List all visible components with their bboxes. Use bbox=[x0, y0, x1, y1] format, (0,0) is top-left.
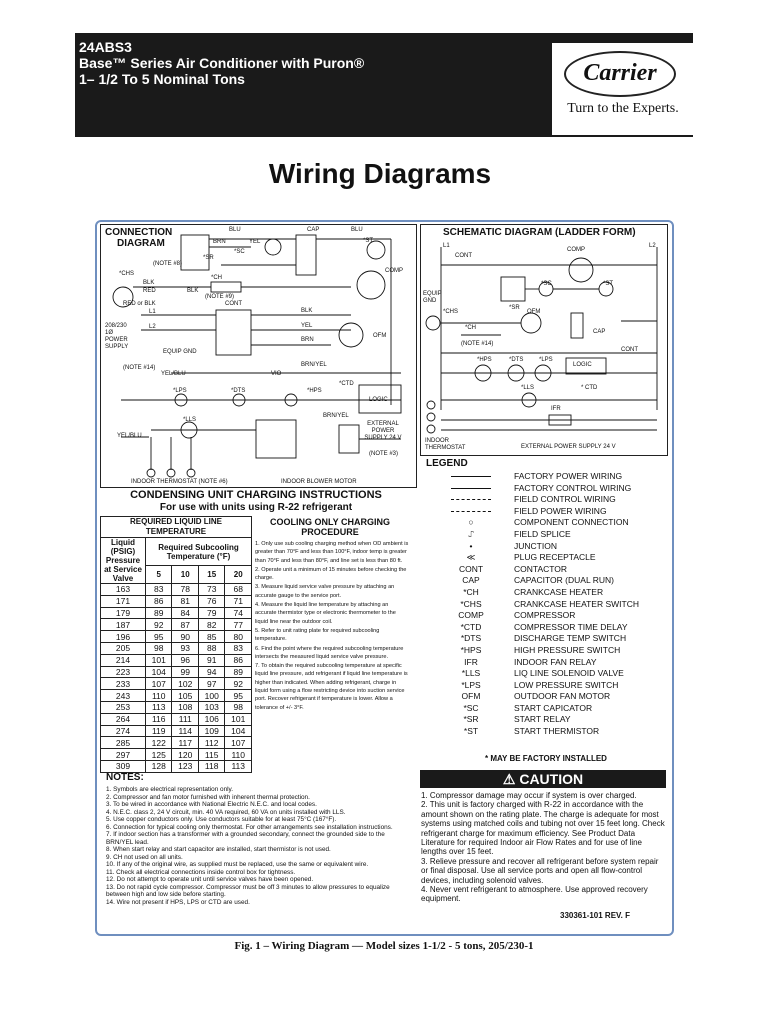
temperature-cell: 116 bbox=[146, 713, 172, 725]
schem-sc: *SC bbox=[541, 281, 552, 287]
table-row bbox=[101, 584, 252, 596]
temperature-cell: 94 bbox=[198, 666, 224, 678]
l2-label: L2 bbox=[149, 324, 156, 330]
temperature-cell: 73 bbox=[198, 584, 224, 596]
legend-description: FACTORY POWER WIRING bbox=[514, 471, 623, 481]
temperature-cell: 104 bbox=[225, 725, 252, 737]
temperature-cell: 90 bbox=[172, 631, 198, 643]
pressure-cell: 196 bbox=[101, 631, 146, 643]
tonnage: 1– 1/2 To 5 Nominal Tons bbox=[79, 71, 245, 87]
connection-title-2: DIAGRAM bbox=[117, 238, 165, 249]
dts-label: *DTS bbox=[231, 388, 246, 394]
page-title: Wiring Diagrams bbox=[268, 158, 492, 189]
legend-list bbox=[426, 471, 666, 738]
temperature-cell: 114 bbox=[172, 725, 198, 737]
table-row bbox=[101, 631, 252, 643]
schem-cont: CONT bbox=[455, 253, 472, 259]
legend-row bbox=[426, 703, 666, 715]
lls-label: *LLS bbox=[183, 417, 197, 423]
revision-number: 330361-101 REV. F bbox=[560, 911, 630, 920]
charging-subtitle: For use with units using R-22 refrigerant bbox=[159, 502, 353, 513]
model-number: 24ABS3 bbox=[79, 39, 132, 55]
l1-label: L1 bbox=[149, 309, 156, 315]
schem-sr: *SR bbox=[509, 305, 520, 311]
col-subcool-header: Required Subcooling Temperature (°F) bbox=[146, 538, 252, 566]
legend-symbol: ○ bbox=[468, 517, 474, 528]
temperature-cell: 117 bbox=[172, 737, 198, 749]
legend-symbol: *LLS bbox=[461, 668, 481, 679]
temperature-cell: 118 bbox=[198, 760, 224, 772]
temperature-cell: 112 bbox=[198, 737, 224, 749]
brand-block bbox=[552, 43, 693, 135]
cont-label: CONT bbox=[225, 301, 242, 307]
temperature-cell: 122 bbox=[146, 737, 172, 749]
procedure-step: 4. Measure the liquid line temperature by attaching an accurate thermistor type or electronic thermometer to the liquid line near the outdoor coil. bbox=[255, 602, 396, 625]
legend-symbol: CONT bbox=[458, 563, 484, 574]
temperature-cell: 107 bbox=[146, 678, 172, 690]
legend-symbol: *CTD bbox=[460, 621, 482, 632]
temperature-cell: 128 bbox=[146, 760, 172, 772]
legend-symbol bbox=[426, 494, 516, 506]
temperature-cell: 74 bbox=[225, 607, 252, 619]
note-item: 9. CH not used on all units. bbox=[106, 853, 183, 861]
legend-description: DISCHARGE TEMP SWITCH bbox=[514, 633, 627, 644]
temperature-cell: 106 bbox=[198, 713, 224, 725]
legend-symbol: *CH bbox=[463, 586, 479, 597]
temperature-cell: 101 bbox=[225, 713, 252, 725]
legend-row bbox=[426, 645, 666, 657]
legend-symbol: *SR bbox=[463, 714, 479, 725]
caution-list bbox=[421, 791, 665, 904]
legend-title: LEGEND bbox=[426, 458, 468, 469]
note14-label: (NOTE #14) bbox=[123, 365, 156, 371]
temperature-cell: 93 bbox=[172, 642, 198, 654]
temperature-cell: 125 bbox=[146, 749, 172, 761]
note-item: 1. Symbols are electrical representation only. bbox=[106, 786, 234, 793]
ofm-label: OFM bbox=[373, 333, 387, 339]
procedure-steps bbox=[255, 540, 410, 713]
temperature-cell: 86 bbox=[225, 654, 252, 666]
product-line: Base™ Series Air Conditioner with Puron® bbox=[79, 55, 365, 71]
temperature-cell: 83 bbox=[225, 642, 252, 654]
table-row bbox=[101, 595, 252, 607]
note-item: 8. When start relay and start capacitor are installed, start thermistor is not used. bbox=[106, 846, 331, 853]
factory-note: * MAY BE FACTORY INSTALLED bbox=[485, 754, 607, 763]
note-item: 14. Wire not present if HPS, LPS or CTD are used. bbox=[106, 898, 250, 906]
wire-label-brn: BRN bbox=[213, 239, 226, 245]
schem-equip-gnd: EQUIP GND bbox=[423, 291, 442, 304]
temperature-cell: 81 bbox=[172, 595, 198, 607]
legend-symbol: *DTS bbox=[460, 633, 482, 644]
st-label: *ST bbox=[363, 238, 374, 244]
legend-row bbox=[426, 529, 666, 541]
temperature-cell: 113 bbox=[225, 760, 252, 772]
wire-label-blk: BLK bbox=[143, 280, 155, 286]
legend-row bbox=[426, 517, 666, 529]
table-row bbox=[101, 701, 252, 713]
pressure-cell: 163 bbox=[101, 584, 146, 596]
table-row bbox=[101, 607, 252, 619]
legend-row bbox=[426, 494, 666, 506]
legend-symbol: *LPS bbox=[461, 679, 481, 690]
wire-label-yel: YEL bbox=[249, 239, 261, 245]
note-item: 11. Check all electrical connections inside control box for tightness. bbox=[106, 868, 296, 876]
chs-label: *CHS bbox=[119, 271, 135, 277]
schem-note14: (NOTE #14) bbox=[461, 341, 494, 347]
temperature-cell: 86 bbox=[146, 595, 172, 607]
ch-label: *CH bbox=[211, 275, 223, 281]
caution-item: 4. Never vent refrigerant to atmosphere. Use approved recovery equipment. bbox=[421, 885, 648, 904]
legend-row bbox=[426, 599, 666, 611]
table-row bbox=[101, 654, 252, 666]
legend-symbol: *SC bbox=[463, 702, 479, 713]
indoor-thermostat-label: INDOOR THERMOSTAT (NOTE #6) bbox=[131, 479, 228, 485]
legend-description: JUNCTION bbox=[514, 540, 557, 551]
temperature-cell: 79 bbox=[198, 607, 224, 619]
schem-comp: COMP bbox=[567, 247, 585, 253]
legend-row bbox=[426, 726, 666, 738]
temperature-cell: 111 bbox=[172, 713, 198, 725]
caution-item: 1. Compressor damage may occur if system is over charged. bbox=[421, 791, 637, 800]
schem-logic: LOGIC bbox=[573, 362, 592, 368]
note-item: 7. If indoor section has a transformer with a grounded secondary, connect the grounded side to the BRN/YEL lead. bbox=[106, 831, 385, 846]
connection-title-1: CONNECTION bbox=[105, 227, 173, 238]
temperature-cell: 85 bbox=[198, 631, 224, 643]
table-row bbox=[101, 725, 252, 737]
pressure-cell: 171 bbox=[101, 595, 146, 607]
schem-ifr: IFR bbox=[551, 406, 561, 412]
temp-header: 5 bbox=[146, 566, 172, 584]
table-row bbox=[101, 760, 252, 772]
temperature-cell: 110 bbox=[146, 690, 172, 702]
procedure-step: 5. Refer to unit rating plate for required subcooling temperature. bbox=[255, 627, 380, 643]
legend-row bbox=[426, 714, 666, 726]
temperature-cell: 82 bbox=[198, 619, 224, 631]
note-item: 5. Use copper conductors only. Use conductors suitable for at least 75°C (167°F). bbox=[106, 816, 337, 823]
schem-cont-2: CONT bbox=[621, 347, 638, 353]
temperature-cell: 110 bbox=[225, 749, 252, 761]
legend-description: FACTORY CONTROL WIRING bbox=[514, 482, 632, 493]
procedure-step: 7. To obtain the required subcooling temperature at specific liquid line pressure, add refrigerant if liquid line temperature is higher than indicated. When adding refrigerant, charge in liquid form using a flow restricting device into suction service port. Recover refrigerant if temperature is lower. Allow a tolerance of +/- 3°F. bbox=[255, 663, 408, 711]
pressure-cell: 205 bbox=[101, 642, 146, 654]
temperature-cell: 98 bbox=[146, 642, 172, 654]
temperature-cell: 123 bbox=[172, 760, 198, 772]
temperature-cell: 101 bbox=[146, 654, 172, 666]
temperature-cell: 89 bbox=[225, 666, 252, 678]
caution-header bbox=[420, 770, 666, 788]
note-item: 12. Do not attempt to operate unit until service valves have been opened. bbox=[106, 876, 314, 883]
legend-symbol bbox=[426, 506, 516, 518]
procedure-step: 6. Find the point where the required subcooling temperature intersects the measured liquid service valve pressure. bbox=[255, 645, 404, 660]
legend-row bbox=[426, 622, 666, 634]
wire-label-brn-yel: BRN/YEL bbox=[301, 362, 327, 368]
table-row bbox=[101, 678, 252, 690]
procedure-step: 2. Operate unit a minimum of 15 minutes before checking the charge. bbox=[255, 566, 407, 582]
temperature-cell: 87 bbox=[172, 619, 198, 631]
pressure-cell: 264 bbox=[101, 713, 146, 725]
legend-description: START CAPICATOR bbox=[514, 702, 593, 713]
temperature-cell: 113 bbox=[146, 701, 172, 713]
external-power-label: EXTERNAL POWER SUPPLY 24 V bbox=[364, 421, 402, 441]
legend-symbol: *ST bbox=[463, 726, 479, 737]
wire-label-blk-3: BLK bbox=[301, 308, 313, 314]
temperature-cell: 78 bbox=[172, 584, 198, 596]
temperature-cell: 115 bbox=[198, 749, 224, 761]
note-item: 4. N.E.C. class 2, 24 V circuit, min. 40 VA required, 60 VA on units installed with LLS. bbox=[106, 808, 346, 816]
indoor-blower-label: INDOOR BLOWER MOTOR bbox=[281, 479, 357, 485]
schematic-panel bbox=[420, 224, 668, 456]
legend-symbol bbox=[426, 471, 516, 483]
caution-item: 3. Relieve pressure and recover all refrigerant before system repair or final disposal. Use all service ports and open all flow-control devices, including solenoid valves. bbox=[421, 856, 659, 885]
pressure-cell: 214 bbox=[101, 654, 146, 666]
pressure-cell: 187 bbox=[101, 619, 146, 631]
sc-label: *SC bbox=[234, 249, 245, 255]
legend-description: OUTDOOR FAN MOTOR bbox=[514, 691, 611, 702]
schematic-wiring bbox=[421, 225, 667, 455]
legend-symbol: • bbox=[469, 540, 473, 551]
schem-st: *ST bbox=[603, 281, 614, 287]
line-style-icon bbox=[451, 488, 491, 489]
temperature-cell: 83 bbox=[146, 584, 172, 596]
temperature-cell: 80 bbox=[225, 631, 252, 643]
pressure-cell: 297 bbox=[101, 749, 146, 761]
temperature-cell: 68 bbox=[225, 584, 252, 596]
temperature-cell: 105 bbox=[172, 690, 198, 702]
temperature-cell: 92 bbox=[225, 678, 252, 690]
legend-description: FIELD CONTROL WIRING bbox=[514, 494, 616, 505]
table-row bbox=[101, 713, 252, 725]
power-supply-label: 208/230 1Ø POWER SUPPLY bbox=[105, 323, 129, 350]
temperature-cell: 84 bbox=[172, 607, 198, 619]
temperature-cell: 107 bbox=[225, 737, 252, 749]
wire-label-brn-yel-2: BRN/YEL bbox=[323, 413, 349, 419]
note3-label: (NOTE #3) bbox=[369, 451, 399, 457]
legend-row bbox=[426, 668, 666, 680]
table-row bbox=[101, 749, 252, 761]
pressure-cell: 179 bbox=[101, 607, 146, 619]
table-row bbox=[101, 642, 252, 654]
wire-label-blk-2: BLK bbox=[187, 288, 199, 294]
schem-ctd: * CTD bbox=[581, 385, 598, 391]
pressure-cell: 285 bbox=[101, 737, 146, 749]
temperature-cell: 98 bbox=[225, 701, 252, 713]
notes-list bbox=[106, 786, 408, 906]
note-item: 10. If any of the original wire, as supplied must be replaced, use the same or equivalent wire. bbox=[106, 861, 369, 868]
schem-l1: L1 bbox=[443, 243, 450, 249]
note8-label: (NOTE #8) bbox=[153, 261, 183, 267]
note-item: 3. To be wired in accordance with National Electric N.E.C. and local codes. bbox=[106, 801, 317, 808]
temperature-cell: 89 bbox=[146, 607, 172, 619]
schem-l2: L2 bbox=[649, 243, 656, 249]
carrier-logo: Carrier bbox=[564, 51, 676, 97]
temperature-cell: 97 bbox=[198, 678, 224, 690]
connection-diagram-panel bbox=[100, 224, 417, 488]
schem-chs: *CHS bbox=[443, 309, 459, 315]
schem-ofm: OFM bbox=[527, 309, 541, 315]
temperature-cell: 76 bbox=[198, 595, 224, 607]
wire-label-red: RED bbox=[143, 288, 156, 294]
temperature-cell: 104 bbox=[146, 666, 172, 678]
legend-row bbox=[426, 575, 666, 587]
legend-description: COMPRESSOR TIME DELAY bbox=[514, 621, 628, 632]
legend-description: COMPRESSOR bbox=[514, 610, 576, 621]
pressure-cell: 233 bbox=[101, 678, 146, 690]
legend-description: CAPACITOR (DUAL RUN) bbox=[514, 575, 614, 586]
pressure-cell: 223 bbox=[101, 666, 146, 678]
legend-description: START THERMISTOR bbox=[514, 726, 600, 737]
wire-label-yel-blu: YEL/BLU bbox=[161, 371, 186, 377]
schem-lps: *LPS bbox=[539, 357, 553, 363]
legend-description: CONTACTOR bbox=[514, 563, 568, 574]
temperature-cell: 71 bbox=[225, 595, 252, 607]
slogan: Turn to the Experts. bbox=[567, 101, 679, 116]
temp-header: 20 bbox=[225, 566, 252, 584]
legend-symbol: ≪ bbox=[466, 552, 476, 563]
temperature-cell: 103 bbox=[198, 701, 224, 713]
schem-external-power: EXTERNAL POWER SUPPLY 24 V bbox=[521, 444, 616, 450]
legend-row bbox=[426, 541, 666, 553]
legend-symbol: COMP bbox=[458, 610, 484, 621]
legend-row bbox=[426, 471, 666, 483]
legend-description: CRANKCASE HEATER SWITCH bbox=[514, 598, 639, 609]
procedure-step: 3. Measure liquid service valve pressure by attaching an accurate gauge to the service port. bbox=[255, 584, 395, 599]
line-style-icon bbox=[451, 511, 491, 512]
schem-ch: *CH bbox=[465, 325, 477, 331]
line-style-icon bbox=[451, 476, 491, 477]
col-pressure-header: Liquid (PSIG) Pressure at Service Valve bbox=[101, 538, 146, 584]
wire-label-blu: BLU bbox=[229, 227, 241, 233]
legend-row bbox=[426, 680, 666, 692]
schematic-title: SCHEMATIC DIAGRAM (LADDER FORM) bbox=[443, 227, 636, 238]
cap-label: CAP bbox=[307, 227, 320, 233]
model-info bbox=[79, 39, 364, 87]
wire-label-vio: VIO bbox=[271, 371, 282, 377]
temperature-cell: 102 bbox=[172, 678, 198, 690]
legend-row bbox=[426, 633, 666, 645]
legend-description: FIELD SPLICE bbox=[514, 528, 571, 539]
wire-label-yel-blu-2: YEL/BLU bbox=[117, 433, 142, 439]
equip-gnd-label: EQUIP GND bbox=[163, 349, 197, 355]
sr-label: *SR bbox=[203, 255, 214, 261]
temperature-cell: 96 bbox=[172, 654, 198, 666]
legend-description: LOW PRESSURE SWITCH bbox=[514, 679, 619, 690]
temperature-cell: 95 bbox=[146, 631, 172, 643]
subcooling-table bbox=[100, 516, 252, 773]
note9-label: (NOTE #9) bbox=[205, 294, 235, 300]
table-title: REQUIRED LIQUID LINE TEMPERATURE bbox=[101, 517, 252, 538]
legend-description: CRANKCASE HEATER bbox=[514, 586, 604, 597]
legend-symbol: CAP bbox=[462, 575, 480, 586]
temperature-cell: 77 bbox=[225, 619, 252, 631]
legend-symbol: OFM bbox=[461, 691, 481, 702]
temp-header: 15 bbox=[198, 566, 224, 584]
schem-cap: CAP bbox=[593, 329, 606, 335]
note-item: 6. Connection for typical cooling only thermostat. For other arrangements see installation instructions. bbox=[106, 823, 393, 831]
lps-label: *LPS bbox=[173, 388, 187, 394]
legend-symbol: IFR bbox=[464, 656, 478, 667]
schem-hps: *HPS bbox=[477, 357, 492, 363]
legend-row bbox=[426, 610, 666, 622]
table-body bbox=[101, 584, 252, 773]
legend-description: INDOOR FAN RELAY bbox=[514, 656, 597, 667]
warning-icon: ⚠ bbox=[502, 771, 516, 787]
procedure-step: 1. Only use sub cooling charging method when OD ambient is greater than 70°F and less than 100°F, indoor temp is greater than 70°F and less than 80°F, and line set is less than 80 ft. bbox=[255, 541, 409, 564]
connection-wiring bbox=[101, 225, 416, 487]
wire-label-yel-2: YEL bbox=[301, 323, 313, 329]
legend-description: COMPONENT CONNECTION bbox=[514, 517, 629, 528]
legend-row bbox=[426, 587, 666, 599]
legend-description: FIELD POWER WIRING bbox=[514, 505, 607, 516]
hps-label: *HPS bbox=[307, 388, 322, 394]
legend-row bbox=[426, 506, 666, 518]
wire-label-blu-2: BLU bbox=[351, 227, 363, 233]
legend-row bbox=[426, 552, 666, 564]
legend-symbol: *HPS bbox=[460, 644, 482, 655]
temperature-cell: 100 bbox=[198, 690, 224, 702]
schem-lls: *LLS bbox=[521, 385, 535, 391]
legend-symbol: *CHS bbox=[460, 598, 482, 609]
temperature-cell: 108 bbox=[172, 701, 198, 713]
legend-description: HIGH PRESSURE SWITCH bbox=[514, 644, 621, 655]
temperature-cell: 109 bbox=[198, 725, 224, 737]
pressure-cell: 243 bbox=[101, 690, 146, 702]
temperature-cell: 95 bbox=[225, 690, 252, 702]
pressure-cell: 309 bbox=[101, 760, 146, 772]
table-row bbox=[101, 690, 252, 702]
wire-label-brn-2: BRN bbox=[301, 337, 314, 343]
legend-row bbox=[426, 691, 666, 703]
legend-symbol bbox=[426, 483, 516, 495]
table-row bbox=[101, 666, 252, 678]
temperature-cell: 99 bbox=[172, 666, 198, 678]
comp-label: COMP bbox=[385, 268, 403, 274]
temperature-cell: 92 bbox=[146, 619, 172, 631]
legend-description: LIQ LINE SOLENOID VALVE bbox=[514, 668, 624, 679]
temperature-cell: 88 bbox=[198, 642, 224, 654]
table-row bbox=[101, 737, 252, 749]
charging-title: CONDENSING UNIT CHARGING INSTRUCTIONS bbox=[130, 489, 382, 501]
legend-symbol: ⑀ bbox=[468, 528, 474, 539]
schem-indoor-thermostat: INDOOR THERMOSTAT bbox=[425, 438, 466, 451]
legend-row bbox=[426, 483, 666, 495]
pressure-cell: 253 bbox=[101, 701, 146, 713]
caution-item: 2. This unit is factory charged with R-22 in accordance with the amount shown on the rating plate. The charge is adequate for most systems using matched coils and tubing not over 15 feet long. Check refrigerant charge for maximum efficiency. See Product Data Literature for required Indoor air Flow Rates and for use of line lengths over 15 feet. bbox=[421, 800, 665, 857]
legend-row bbox=[426, 564, 666, 576]
temperature-cell: 119 bbox=[146, 725, 172, 737]
note-item: 13. Do not rapid cycle compressor. Compressor must be off 3 minutes to allow pressures to equalize between high and low side before starting. bbox=[106, 883, 390, 898]
figure-caption: Fig. 1 – Wiring Diagram — Model sizes 1-1/2 - 5 tons, 205/230-1 bbox=[234, 940, 534, 952]
legend-description: START RELAY bbox=[514, 714, 571, 725]
legend-description: PLUG RECEPTACLE bbox=[514, 552, 596, 563]
schem-dts: *DTS bbox=[509, 357, 524, 363]
line-style-icon bbox=[451, 499, 491, 500]
caution-title: CAUTION bbox=[519, 771, 584, 787]
temperature-cell: 120 bbox=[172, 749, 198, 761]
table-row bbox=[101, 619, 252, 631]
procedure-title: COOLING ONLY CHARGING PROCEDURE bbox=[269, 517, 390, 537]
red-or-blk-label: RED or BLK bbox=[123, 301, 156, 307]
temp-header: 10 bbox=[172, 566, 198, 584]
pressure-cell: 274 bbox=[101, 725, 146, 737]
document-header bbox=[75, 33, 693, 137]
temperature-cell: 91 bbox=[198, 654, 224, 666]
notes-title: NOTES: bbox=[106, 772, 144, 783]
legend-row bbox=[426, 657, 666, 669]
ctd-label: *CTD bbox=[339, 381, 354, 387]
note-item: 2. Compressor and fan motor furnished with inherent thermal protection. bbox=[106, 793, 310, 801]
logic-label: LOGIC bbox=[369, 397, 388, 403]
